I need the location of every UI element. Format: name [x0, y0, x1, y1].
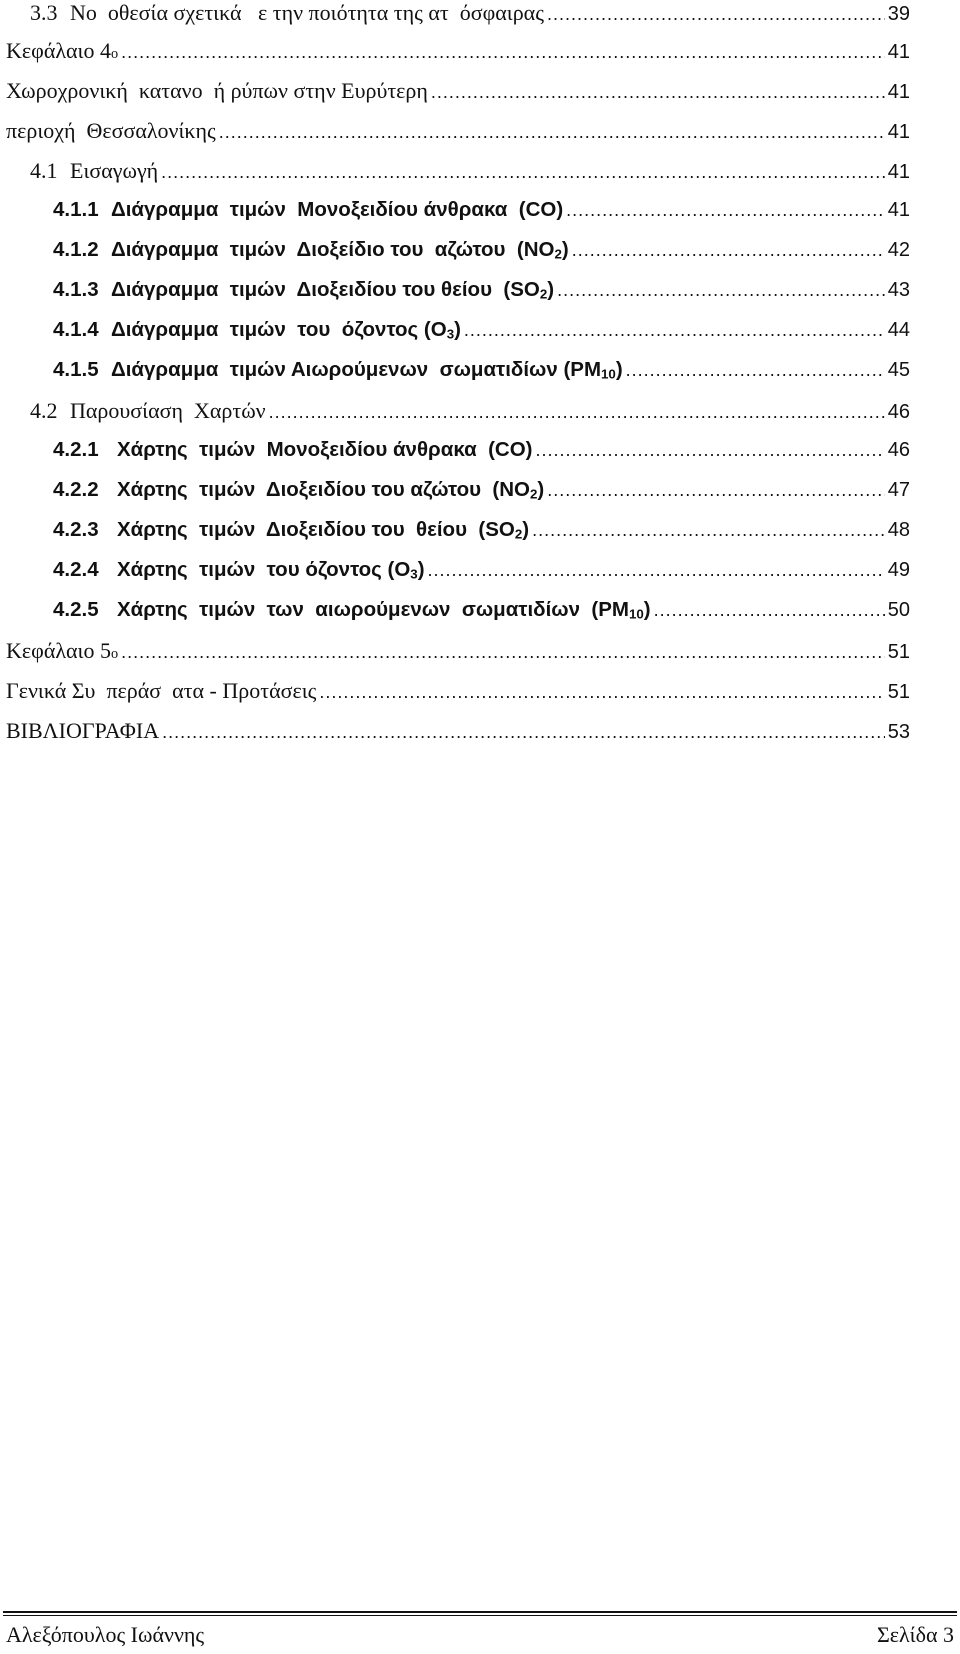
toc-entry-title: Χάρτης τιμών των αιωρούμενων σωματιδίων $(PM_{10})$	[117, 598, 651, 622]
toc-entry-number: 4.1.5	[53, 358, 99, 381]
toc-entry-number: 4.1.2	[53, 238, 99, 261]
toc-entry-page: 41	[887, 81, 910, 103]
toc-entry-number: 4.1	[30, 158, 58, 183]
toc-entry-title: Χάρτης τιμών Διοξειδίου του αζώτου $(NO_2)$	[117, 478, 545, 502]
toc-entry-page: 41	[887, 161, 910, 183]
toc-entry-title: Παρουσίαση Χαρτών	[70, 398, 266, 423]
subscript: 10	[601, 366, 616, 382]
footer-page-number: Σελίδα 3	[876, 1622, 954, 1647]
toc-entry[interactable]	[53, 478, 910, 518]
dot-leader	[219, 122, 885, 143]
footer-author: Αλεξόπουλος Ιωάννης	[6, 1622, 205, 1647]
toc-entry[interactable]	[53, 318, 910, 358]
toc-entry-page: 41	[887, 121, 910, 143]
dot-leader	[654, 600, 885, 621]
dot-leader	[547, 480, 885, 501]
toc-entry-title: Διάγραμμα τιμών του όζοντος $(O_3)$	[111, 318, 461, 342]
toc-entry-page: 46	[887, 439, 910, 461]
toc-entry-number: 4.2.2	[53, 478, 99, 501]
dot-leader	[162, 722, 885, 743]
toc-entry-page: 43	[887, 279, 910, 301]
footer-divider	[3, 1611, 957, 1616]
subscript: 2	[514, 526, 523, 542]
subscript: 2	[530, 486, 538, 502]
toc-entry-number: 4.2	[30, 398, 58, 423]
toc-entry-title: περιοχή Θεσσαλονίκης	[6, 118, 216, 143]
toc-entry-page: 48	[887, 519, 910, 541]
toc-entry-title: Χωροχρονική κατανο ή ρύπων στην Ευρύτερη	[6, 78, 428, 103]
dot-leader	[464, 320, 885, 341]
dot-leader	[431, 82, 885, 103]
toc-entry-page: 51	[887, 681, 910, 703]
toc-entry-title: Χάρτης τιμών του όζοντος $(O_3)$	[117, 558, 425, 582]
dot-leader	[319, 682, 884, 703]
toc-entry-number: 4.2.5	[53, 598, 99, 621]
toc-entry-title: Διάγραμμα τιμών Αιωρούμενων σωματιδίων $(PM_{10})$	[111, 358, 623, 382]
toc-entry[interactable]	[53, 438, 910, 478]
dot-leader	[121, 642, 885, 663]
toc-entry[interactable]	[53, 598, 910, 638]
toc-entry-page: 41	[887, 41, 910, 63]
dot-leader	[121, 42, 885, 63]
toc-entry-title: Γενικά Συ περάσ ατα - Προτάσεις	[6, 678, 317, 703]
toc-entry[interactable]	[53, 198, 910, 238]
toc-entry[interactable]	[6, 118, 910, 158]
toc-entry[interactable]	[6, 678, 910, 718]
toc-entry[interactable]: Κεφάλαιο 4 ο ..... 41	[6, 38, 910, 78]
toc-entry-page: 39	[887, 3, 910, 25]
dot-leader	[269, 402, 885, 423]
toc-entry[interactable]: Κεφάλαιο 5 ο ..... 51	[6, 638, 910, 678]
toc-entry-title: Χάρτης τιμών Διοξειδίου του θείου $(SO_2)$	[117, 518, 530, 542]
dot-leader	[566, 200, 885, 221]
toc-entry[interactable]	[53, 358, 910, 398]
toc-entry-page: 51	[887, 641, 910, 663]
toc-entry-title: ΒΙΒΛΙΟΓΡΑΦΙΑ	[6, 718, 160, 743]
toc-entry-page: 53	[887, 721, 910, 743]
dot-leader	[557, 280, 885, 301]
dot-leader	[428, 560, 885, 581]
toc-entry[interactable]	[30, 158, 910, 198]
subscript: 3	[446, 326, 455, 342]
toc-entry[interactable]	[53, 518, 910, 558]
toc-entry[interactable]	[30, 398, 910, 438]
subscript: 10	[628, 606, 644, 622]
toc-entry[interactable]	[53, 278, 910, 318]
toc-entry[interactable]	[53, 238, 910, 278]
subscript: 3	[410, 566, 418, 582]
toc-entry-title: Νο οθεσία σχετικά ε την ποιότητα της ατ όσφαιρας	[70, 0, 544, 25]
toc-entry-page: 42	[887, 239, 910, 261]
toc-entry-title: Διάγραμμα τιμών Μονοξειδίου άνθρακα (CO)	[111, 198, 564, 221]
dot-leader	[572, 240, 885, 261]
toc-entry-page: 46	[887, 401, 910, 423]
toc-entry-number: 4.2.3	[53, 518, 99, 541]
toc-entry-page: 41	[887, 199, 910, 221]
toc-entry-number: 4.1.1	[53, 198, 99, 221]
dot-leader	[626, 360, 885, 381]
toc-entry-title: Χάρτης τιμών Μονοξειδίου άνθρακα (CO)	[117, 438, 533, 461]
dot-leader	[532, 520, 885, 541]
toc-entry-title: Κεφάλαιο 4	[6, 38, 111, 63]
toc-entry-title: Κεφάλαιο 5	[6, 638, 111, 663]
toc-entry[interactable]	[6, 78, 910, 118]
toc-entry-number: 3.3	[30, 0, 58, 25]
dot-leader	[547, 4, 885, 25]
toc-entry-number: 4.2.1	[53, 438, 99, 461]
toc-entry-number: 4.1.3	[53, 278, 99, 301]
toc-entry-number: 4.1.4	[53, 318, 99, 341]
toc-entry-page: 49	[887, 559, 910, 581]
toc-entry[interactable]	[6, 718, 910, 758]
dot-leader	[161, 162, 885, 183]
toc-entry-title: Διάγραμμα τιμών Διοξειδίου του θείου $(SO_2)$	[111, 278, 555, 302]
toc-entry-page: 45	[887, 359, 910, 381]
subscript: 2	[554, 246, 562, 262]
subscript: 2	[539, 286, 548, 302]
toc-entry-page: 44	[887, 319, 910, 341]
toc-entry-title: Διάγραμμα τιμών Διοξείδιο του αζώτου $(NO_2)$	[111, 238, 569, 262]
toc-entry-number: 4.2.4	[53, 558, 99, 581]
toc-entry-page: 47	[887, 479, 910, 501]
toc-entry[interactable]	[53, 558, 910, 598]
toc-entry-title: Εισαγωγή	[70, 158, 159, 183]
toc-entry[interactable]	[30, 0, 910, 40]
toc-entry-page: 50	[887, 599, 910, 621]
dot-leader	[535, 440, 884, 461]
